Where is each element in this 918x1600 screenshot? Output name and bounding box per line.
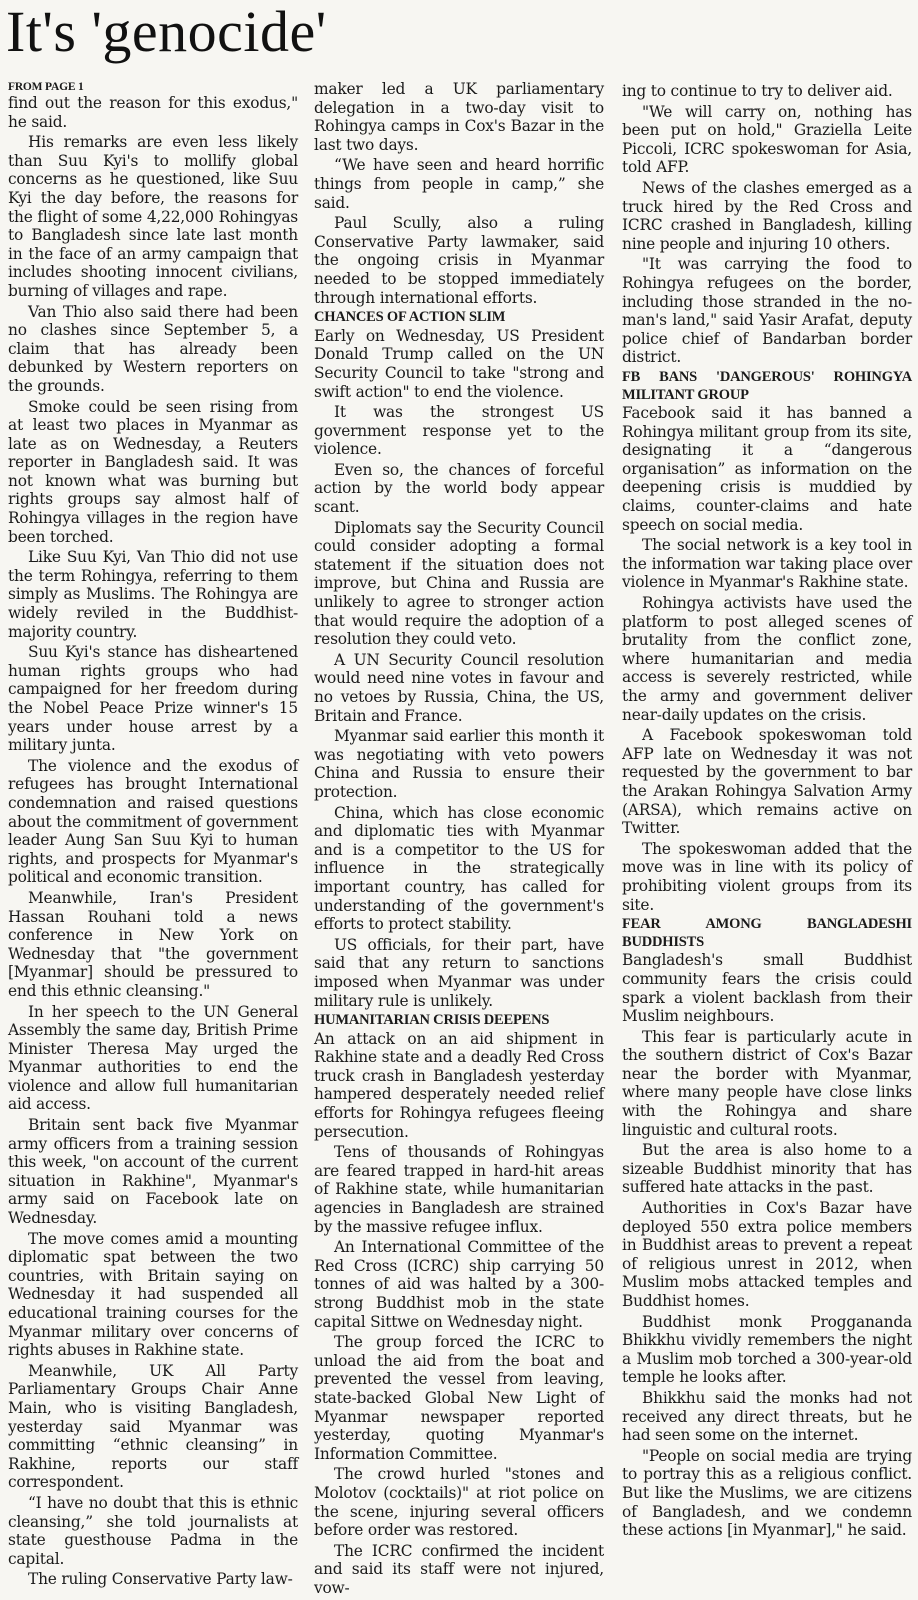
- paragraph: “I have no doubt that this is ethnic cleansing,” she told journalists at state guesthouse Padma in the capital.: [8, 1493, 298, 1568]
- paragraph: The crowd hurled "stones and Molotov (cocktails)" at riot police on the scene, injuring several officers before order was restored.: [314, 1465, 604, 1540]
- column-2: [314, 80, 604, 1600]
- paragraph: An International Committee of the Red Cross (ICRC) ship carrying 50 tonnes of aid was halted by a 300-strong Buddhist mob in the state capital Sittwe on Wednesday night.: [314, 1238, 604, 1331]
- paragraph: The ruling Conservative Party law-: [28, 1570, 293, 1589]
- paragraph: ing to continue to try to deliver aid.: [622, 82, 893, 100]
- paragraph: Diplomats say the Security Council could consider adopting a formal statement if the situation does not improve, but China and Russia are unlikely to agree to stronger action that would require the adoption of a resolution they could veto.: [314, 518, 604, 649]
- paragraph: The violence and the exodus of refugees has brought International condemnation and raised questions about the commitment of government leader Aung San Suu Kyi to human rights, and prospects for Myanmar's political and economic transition.: [8, 756, 298, 887]
- paragraph: It was the strongest US government response yet to the violence.: [314, 403, 604, 459]
- paragraph: Tens of thousands of Rohingyas are feared trapped in hard-hit areas of Rakhine state, while humanitarian agencies in Bangladesh are strained by the massive refugee influx.: [314, 1143, 604, 1236]
- paragraph: In her speech to the UN General Assembly the same day, British Prime Minister Theresa May urged the Myanmar authorities to end the violence and allow full humanitarian aid access.: [8, 1002, 298, 1114]
- paragraph: His remarks are even less likely than Suu Kyi's to mollify global concerns as he questioned, like Suu Kyi the day before, the reasons for the flight of some 4,22,000 Rohingyas to Bangladesh since late last month in the face of an army campaign that includes shooting innocent civilians, burning of villages and rape.: [8, 133, 298, 300]
- paragraph: Facebook said it has banned a Rohingya militant group from its site, designating it a “dangerous organisation” as information on the deepening crisis is muddied by claims, counter-claims and hate speech on social media.: [622, 404, 912, 534]
- continued-from-label: FROM PAGE 1: [8, 81, 84, 93]
- paragraph: News of the clashes emerged as a truck hired by the Red Cross and ICRC crashed in Bangladesh, killing nine people and injuring 10 others.: [622, 178, 912, 253]
- paragraph: Suu Kyi's stance has disheartened human rights groups who had campaigned for her freedom during the Nobel Peace Prize winner's 15 years under house arrest by a military junta.: [8, 643, 298, 755]
- paragraph: Even so, the chances of forceful action by the world body appear scant.: [314, 460, 604, 517]
- paragraph: This fear is particularly acute in the southern district of Cox's Bazar near the border with Myanmar, where many people have close links with the Rohingya and share linguistic and cultural roots.: [622, 1027, 912, 1139]
- paragraph: maker led a UK parliamentary delegation in a two-day visit to Rohingya camps in Cox's Bazar in the last two days.: [314, 80, 604, 154]
- paragraph: find out the reason for this exodus," he said.: [8, 94, 298, 131]
- column-3: [622, 82, 912, 1542]
- column-1: [8, 80, 298, 1591]
- paragraph: Buddhist monk Proggananda Bhikkhu vividly remembers the night a Muslim mob torched a 300-year-old temple he looks after.: [622, 1312, 912, 1387]
- paragraph: The social network is a key tool in the information war taking place over violence in Myanmar's Rakhine state.: [622, 536, 912, 592]
- paragraph: Bhikkhu said the monks had not received any direct threats, but he had seen some on the internet.: [622, 1388, 912, 1445]
- paragraph: Van Thio also said there had been no clashes since September 5, a claim that has already been debunked by Western reporters on the grounds.: [8, 302, 298, 395]
- paragraph: Rohingya activists have used the platform to post alleged scenes of brutality from the conflict zone, where humanitarian and media access is severely restricted, while the army and government deliver near-daily updates on the crisis.: [622, 594, 912, 724]
- headline: It's 'genocide': [6, 0, 327, 64]
- subheading: FEAR AMONG BANGLADESHI BUDDHISTS: [622, 916, 912, 950]
- paragraph: But the area is also home to a sizeable Buddhist minority that has suffered hate attacks in the past.: [622, 1141, 912, 1197]
- paragraph: The ICRC confirmed the incident and said its staff were not injured, vow-: [314, 1541, 604, 1597]
- paragraph: The spokeswoman added that the move was in line with its policy of prohibiting violent groups from its site.: [622, 839, 912, 914]
- paragraph: Like Suu Kyi, Van Thio did not use the term Rohingya, referring to them simply as Muslims. The Rohingya are widely reviled in the Buddhist-majority country.: [8, 548, 298, 641]
- paragraph: Early on Wednesday, US President Donald Trump called on the UN Security Council to take "strong and swift action" to end the violence.: [314, 326, 604, 401]
- paragraph: A UN Security Council resolution would need nine votes in favour and no vetoes by Russia, China, the US, Britain and France.: [314, 650, 604, 725]
- paragraph: Paul Scully, also a ruling Conservative Party lawmaker, said the ongoing crisis in Myanmar needed to be stopped immediately through international efforts.: [314, 214, 604, 307]
- paragraph: Authorities in Cox's Bazar have deployed 550 extra police members in Buddhist areas to prevent a repeat of religious unrest in 2012, when Muslim mobs attacked temples and Buddhist homes.: [622, 1199, 912, 1310]
- paragraph: The move comes amid a mounting diplomatic spat between the two countries, with Britain saying on Wednesday it had suspended all educational training courses for the Myanmar military over concerns of rights abuses in Rakhine state.: [8, 1229, 298, 1360]
- paragraph: An attack on an aid shipment in Rakhine state and a deadly Red Cross truck crash in Bangladesh yesterday hampered desperately needed relief efforts for Rohingya refugees fleeing persecution.: [314, 1029, 604, 1141]
- paragraph: "We will carry on, nothing has been put on hold," Graziella Leite Piccoli, ICRC spokeswoman for Asia, told AFP.: [622, 102, 912, 177]
- paragraph: Meanwhile, UK All Party Parliamentary Groups Chair Anne Main, who is visiting Bangladesh, yesterday said Myanmar was committing “ethnic cleansing” in Rakhine, reports our staff correspondent.: [8, 1361, 298, 1492]
- subheading: HUMANITARIAN CRISIS DEEPENS: [314, 1012, 550, 1029]
- paragraph: US officials, for their part, have said that any return to sanctions imposed when Myanmar was under military rule is unlikely.: [314, 935, 604, 1010]
- subheading: CHANCES OF ACTION SLIM: [314, 309, 506, 326]
- paragraph: Myanmar said earlier this month it was negotiating with veto powers China and Russia to ensure their protection.: [314, 727, 604, 801]
- paragraph: Bangladesh's small Buddhist community fears the crisis could spark a violent backlash from their Muslim neighbours.: [622, 951, 912, 1026]
- subheading: FB BANS 'DANGEROUS' ROHINGYA MILITANT GROUP: [622, 368, 912, 403]
- paragraph: Smoke could be seen rising from at least two places in Myanmar as late as on Wednesday, a Reuters reporter in Bangladesh said. It was not known what was burning but rights groups say almost half of Rohingya villages in the region have been torched.: [8, 397, 298, 546]
- paragraph: The group forced the ICRC to unload the aid from the boat and prevented the vessel from leaving, state-backed Global New Light of Myanmar newspaper reported yesterday, quoting Myanmar's Information Committee.: [314, 1333, 604, 1463]
- paragraph: "People on social media are trying to portray this as a religious conflict. But like the Muslims, we are citizens of Bangladesh, and we condemn these actions [in Myanmar]," he said.: [622, 1446, 912, 1540]
- paragraph: China, which has close economic and diplomatic ties with Myanmar and is a competitor to the US for influence in the strategically important country, has called for understanding of the government's efforts to protect stability.: [314, 803, 604, 934]
- paragraph: Britain sent back five Myanmar army officers from a training session this week, "on account of the current situation in Rakhine", Myanmar's army said on Facebook late on Wednesday.: [8, 1116, 298, 1228]
- paragraph: A Facebook spokeswoman told AFP late on Wednesday it was not requested by the government to bar the Arakan Rohingya Salvation Army (ARSA), which remains active on Twitter.: [622, 726, 912, 838]
- paragraph: "It was carrying the food to Rohingya refugees on the border, including those stranded in the no-man's land," said Yasir Arafat, deputy police chief of Bandarban border district.: [622, 255, 912, 367]
- paragraph: “We have seen and heard horrific things from people in camp,” she said.: [314, 156, 604, 212]
- paragraph: Meanwhile, Iran's President Hassan Rouhani told a news conference in New York on Wednesday that "the government [Myanmar] should be pressured to end this ethnic cleansing.": [8, 888, 298, 1000]
